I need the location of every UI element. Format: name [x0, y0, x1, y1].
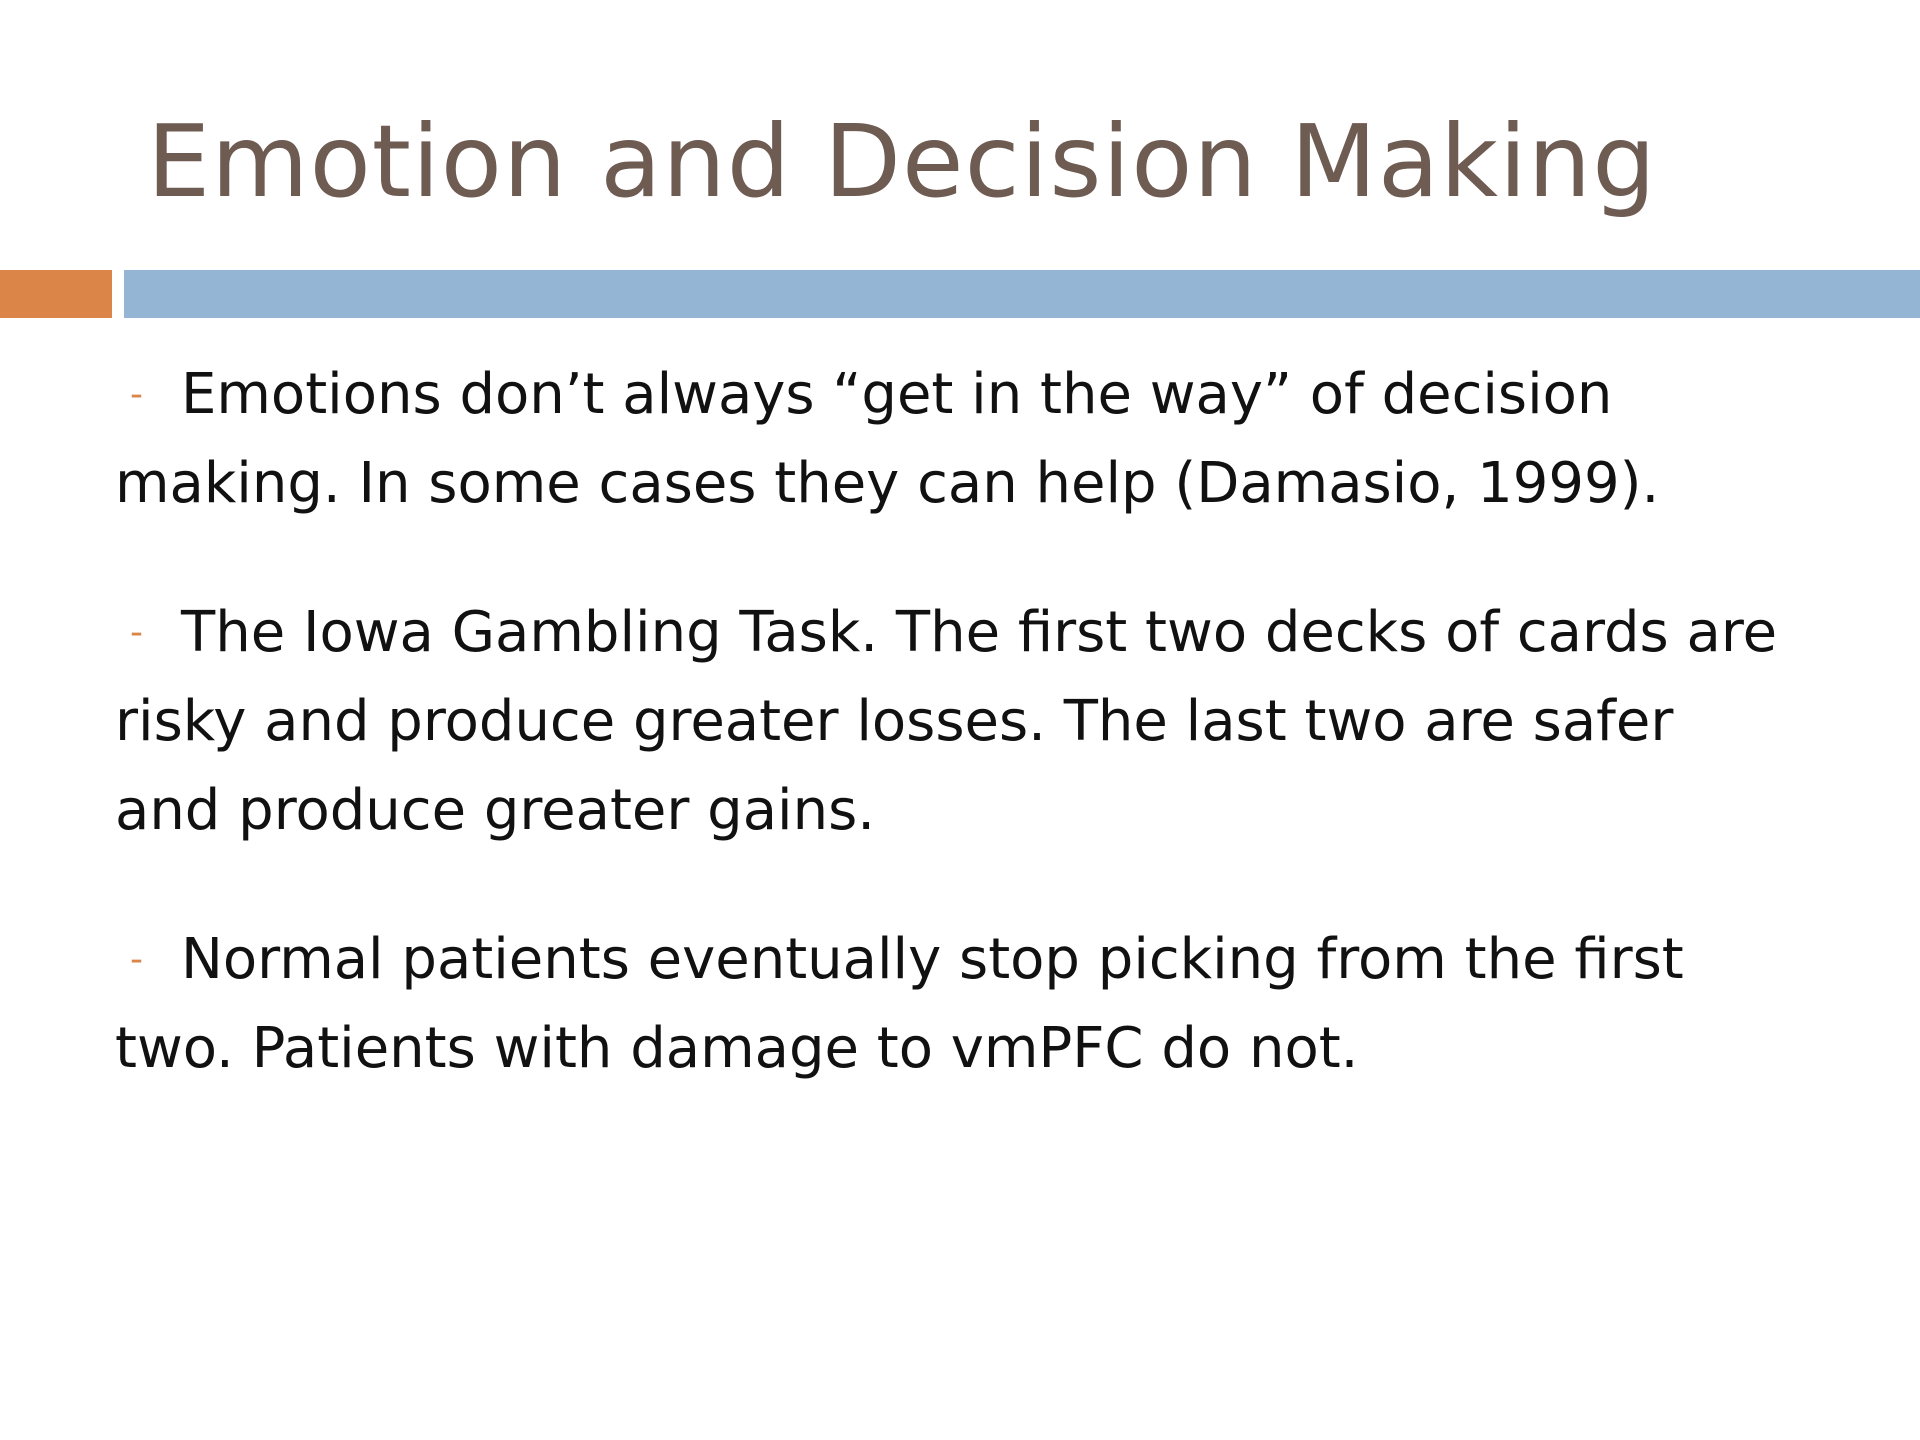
bullet-item [115, 915, 1795, 1093]
bullet-text: Emotions don’t always “get in the way” of decision making. In some cases they can help (Damasio, 1999). [115, 362, 1660, 516]
bullet-text: The Iowa Gambling Task. The first two decks of cards are risky and produce greater losses. The last two are safer and produce greater gains. [115, 600, 1778, 843]
bullet-dash-icon: - [130, 939, 143, 980]
title-accent-orange-bar [0, 270, 112, 318]
title-accent-blue-bar [124, 270, 1920, 318]
slide-title: Emotion and Decision Making [147, 103, 1657, 220]
bullet-text: Normal patients eventually stop picking from the first two. Patients with damage to vmPFC do not. [115, 927, 1684, 1081]
bullet-item [115, 588, 1795, 855]
bullet-dash-icon: - [130, 374, 143, 415]
slide-body [115, 350, 1795, 1153]
bullet-dash-icon: - [130, 612, 143, 653]
bullet-item [115, 350, 1795, 528]
